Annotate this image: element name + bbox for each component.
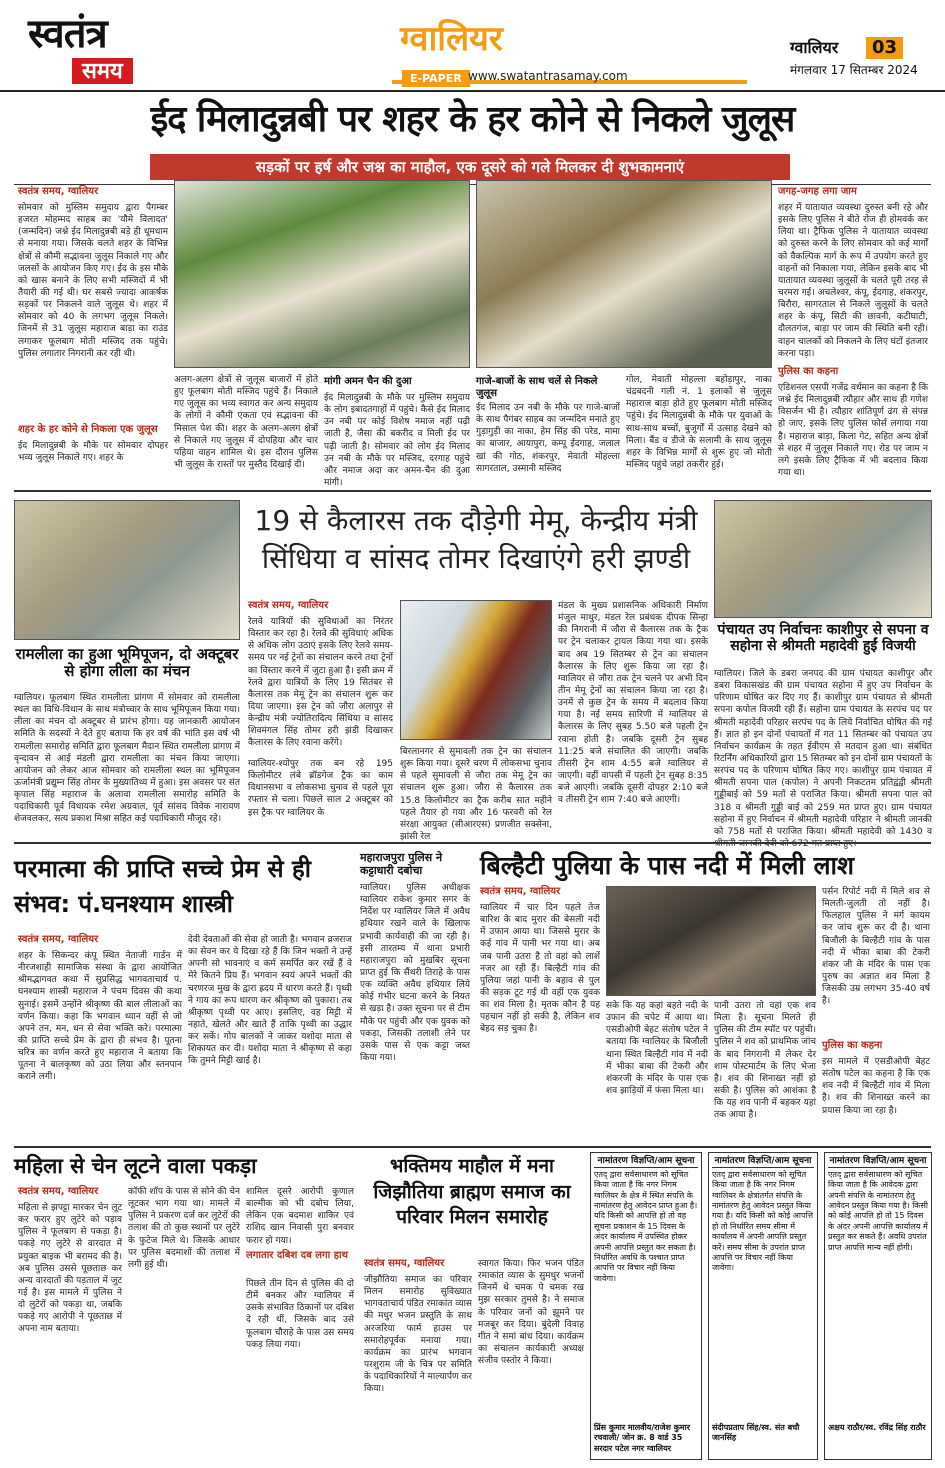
memu-column-1: रेलवे यात्रियों की सुविधाओं का निरंतर विस्तार कर रहा है। रेलवे की सुविधाएं अधिक से अधिक लोग उठाएं इसके लिए रेलवे समय-समय पर नई ट्रेनों का संचालन करने तथा ट्रेनों का विस्तार करने में जुटा हुआ है। इसी क्रम में रेलवे द्वारा यात्रियों के लिए 19 सितंबर से कैलारस तक मेमू ट्रेन का संचालन शुरू कर दिया जाएगा। इस ट्रेन को जौरा अलापुर से केन्द्रीय मंत्री ज्योतिरादित्य सिंधिया व सांसद शिवमंगल सिंह तोमर हरी झंडी दिखाकर कैलारस के लिए रवाना करेंगे।: [248, 617, 393, 749]
notice-footer: संदीपप्रताप सिंह/स्व. संत बचौ जानसिंह: [712, 1422, 800, 1443]
shastri-column-1: शहर के सिकन्दर कंपू स्थित नेताजी गार्डन में नीरजशाही सामाजिक संस्था के द्वारा आयोजित श्रीमद्भागवत कथा में सुप्रसिद्ध भागवताचार्य पं. घनश्याम शास्त्री महाराज ने पंचम दिवस की कथा सुनाई। इसमें उन्होंने श्रीकृष्ण की बाल लीलाओं का वर्णन किया। कहा कि भगवान ध्यान वहीं से जो अपने तन, मन, धन से सेवा भक्ति करे। परमात्मा की प्राप्ति सच्चे प्रेम के द्वारा ही संभव है। पूतना चरित्र का वर्णन करते हुए महाराज ने बताया कि पूतना ने बालकृष्ण को उठा लिया और स्तनपान कराने लगी।: [18, 951, 182, 1083]
epaper-tag: E-PAPER: [402, 70, 470, 87]
body-subhead: पुलिस का कहना: [822, 1040, 883, 1051]
notice-body: एतद् द्वारा सर्वसाधारण को सूचित किया जाता है कि नगर निगम ग्वालियर के क्षेत्रांतर्गत संपत्ति के नामांतरण हेतु आवेदन प्रस्तुत किया गया है। यदि किसी को कोई आपत्ति हो तो निर्धारित समय सीमा में कार्यालय में अपनी आपत्ति प्रस्तुत करें। समय सीमा के उपरांत प्राप्त आपत्ति पर विचार नहीं किया जावेगा।: [712, 1169, 814, 1273]
page-date: मंगलवार 17 सितम्बर 2024: [790, 63, 918, 77]
lead-column-1b: ईद मिलादुन्नबी के मौके पर सोमवार दोपहर भव्य जुलूस निकाले गए। शहर के: [18, 441, 168, 464]
lead-headline: ईद मिलादुन्नबी पर शहर के हर कोने से निकले जुलूस: [150, 99, 795, 140]
ramlila-photo: [14, 500, 240, 640]
page-city: ग्वालियर: [790, 38, 839, 57]
chain-column-3: शामिल दूसरे आरोपी कुणाल बाल्मीक को भी दबोच लिया, लेकिन एक बदमाश शाकिर एवं राशिद खान निवासी पुरा बनवार फरार हो गया।: [246, 1187, 354, 1246]
body-column-4b: इस मामले में एसडीओपी बेहट संतोष पटेल का कहना है कि एक शव नदी में बिल्हैटी गांव में मिला है। शव की शिनाख्त करने का प्रयास किया जा रहा है।: [822, 1057, 930, 1116]
milan-byline: स्वतंत्र समय, ग्वालियर: [364, 1258, 445, 1269]
body-column-1: ग्वालियर में चार दिन पहले तेज बारिश के बाद मुरार की बेसली नदी में उफान आया था। जिससे मुरार के कई गांव में पानी भर गया था। अब जब पानी उतरा है तो वहां को लाशें नजर आ रही हैं। बिल्हैटी गांव की पुलिया जहां पानी के बहाव से पुल की सड़क टूट गई थी वहीं एक युवक का शव मिला है। मृतक कौन है यह पहचान नहीं हो सकी है, लेकिन शव बेहद सड़ चुका है।: [480, 903, 600, 1035]
panchayat-headline: पंचायत उप निर्वाचनः काशीपुर से सपना व सहोना से श्रीमती महादेवी हुईं विजयी: [717, 622, 929, 655]
lead-side-column: शहर में यातायात व्यवस्था दुरुस्त बनी रहे और इसके लिए पुलिस ने बीते रोज ही होमवर्क कर लिया था। ट्रैफिक पुलिस ने यातायात व्यवस्था को दुरुस्त करने के लिए सोमवार को कई मार्गों को वैकल्पिक मार्ग के रूप में उपयोग करते हुए वाहनों को निकाला गया, लेकिन इसके बाद भी यातायात व्यवस्था जुलूसों के चलते पूरी तरह से चरमरा गई। अचलेश्वर, कंपू, ईदगाह, शंकरपुर, बिरौरा, सागरताल से निकले जुलूसों के चलते शहर के कंपू, सिटी की छावनी, कटीघाटी, दौलतगंज, बाड़ा पर जाम की स्थिति बनी रही। वाहन चालकों को निकलने के लिए घंटों इंतजार करना पड़ा।: [778, 203, 928, 359]
ramlila-headline: रामलीला का हुआ भूमिपूजन, दो अक्टूबर से होगा लीला का मंचन: [15, 645, 239, 681]
lead-inline-subhead: शहर के हर कोने से निकला एक जुलूस: [18, 424, 158, 435]
shastri-byline: स्वतंत्र समय, ग्वालियर: [18, 934, 99, 945]
milan-column-2: स्वागत किया। फिर भजन पंडित रमाकांत व्यास के सुमधुर भजनों जिनमें थे चमक पे चमक रख मुझ सरकार तुमसे है। ने समाज के परिवार जनों को झूमने पर मजबूर कर दिया। बुंदेली विवाह गीत ने समां बांध दिया। कार्यक्रम का संचालन कार्यकारी अध्यक्ष संजीव पस्तोर ने किया।: [478, 1259, 584, 1367]
divider: [14, 490, 931, 492]
lead-side-subhead: जगह-जगह लगा जाम: [778, 186, 857, 197]
lead-photo-procession: [174, 180, 470, 368]
body-column-3: पानी उतरा तो वहां एक शव मिला है। सूचना मिलते ही पुलिस की टीम स्पॉट पर पहुंची। पुलिस ने शव को प्राथमिक जांच के बाद निगरानी में लेकर देर शाम पोस्टमार्टम के लिए भेजा है। शव की शिनाख्त नहीं हो सकी है। पुलिस को आशंका है कि यह शव पानी में बहकर यहां तक आया है।: [714, 1001, 816, 1121]
lead-column-5: गोल, मेवाती मोहल्ला बहोड़ापुर, नाका चंद्रबदनी गली नं. 1 इलाकों से जुलूस महाराज बाड़ा होते हुए फूलबाग मोती मस्जिद पहुंचे। ईद मिलादुन्नबी के मौके पर युवाओं के साथ-साथ बच्चों, बुजुर्गों में उत्साह देखने को मिला। बैंड व डीजे के सलामी के साथ जुलूस शहर के विभिन्न मार्गों से शुरू हुए जो मोती मस्जिद पहुंचे जहां तकरीर हुई।: [626, 375, 772, 470]
page-number: 03: [866, 37, 903, 59]
lead-byline: स्वतंत्र समय, ग्वालियर: [18, 186, 99, 197]
notice-footer: अक्षय राठौर/स्व. रविंद्र सिंह राठौर: [828, 1422, 926, 1432]
body-headline: बिल्हैटी पुलिया के पास नदी में मिली लाश: [480, 851, 855, 880]
memu-column-3: मंडल के मुख्य प्रशासनिक अधिकारी निर्माण मंजुल माथुर, मंडल रेल प्रबंधक दीपक सिन्हा की निगरानी में जौरा से कैलारस तक के ट्रैक पर ट्रेन चलाकर ट्रायल किया गया था। इसके बाद अब 19 सितम्बर से ट्रेन का संचालन कैलारस के लिए शुरू किया जा रहा है। ग्वालियर से जौरा तक ट्रेन चलने पर अभी दिन तीन मेमू ट्रेनों का संचालन किया जा रहा है। उनमें से कुछ ट्रेन के समय में बदलाव किया गया है। नई समय सारिणी में ग्वालियर से कैलारस के लिए सुबह 5.50 बजे पहली ट्रेन रवाना होती है। जबकि दूसरी ट्रेन सुबह 11:25 बजे संचालित की जाएगी। जबकि तीसरी ट्रेन शाम 4:55 बजे ग्वालियर से जाएगी। वहीं वापसी में पहली ट्रेन सुबह 8:35 बजे आएगी। जबकि दूसरी दोपहर 2:10 बजे व तीसरी ट्रेन शाम 7:40 बजे आएगी।: [558, 601, 708, 806]
logo-bottom: समय: [72, 58, 133, 84]
notice-body: एतद् द्वारा सर्वसाधारण को सूचित किया जाता है कि आवेदक द्वारा अपनी संपत्ति के नामांतरण हेतु आवेदन प्रस्तुत किया गया है। किसी को कोई आपत्ति हो तो 15 दिवस के अंदर अपनी आपत्ति कार्यालय में प्रस्तुत कर सकते हैं। अवधि उपरांत प्राप्त आपत्ति मान्य नहीं होगी।: [828, 1169, 928, 1252]
lead-photo-police: [476, 180, 772, 368]
notice-title: नामांतरण विज्ञप्ति/आम सूचना: [594, 1156, 698, 1168]
notice-3: [824, 1152, 932, 1460]
chain-headline: महिला से चेन लूटने वाला पकड़ा: [14, 1154, 257, 1178]
ramlila-body: ग्वालियर। फूलबाग स्थित रामलीला प्रांगण में सोमवार को रामलीला स्थल का विधि-विधान के साथ मंत्रोच्चार के साथ भूमिपूजन किया गया। लीला का मंचन दो अक्टूबर से प्रारंभ होगा। यह जानकारी आयोजन समिति के सदस्यों ने देते हुए बताया कि हर वर्ष की भांति इस वर्ष भी रामलीला समारोह समिति द्वारा फूलबाग मैदान स्थित रामलीला प्रांगण में वृन्दावन से आई मंडली द्वारा रामलीला का मंचन किया जाएगा। आयोजन को लेकर आज सोमवार को रामलीला स्थल का भूमिपूजन ऊर्जामंत्री प्रद्युम्न सिंह तोमर के मुख्यातिथ्य में हुआ। इस अवसर पर संत कृपाल सिंह महाराज के अलावा रामलीला समारोह समिति के पदाधिकारी पूर्व विधायक रमेश अग्रवाल, पूर्व सांसद विवेक नारायण शेजवलकर, सत्य प्रकाश मिश्रा सहित कई पदाधिकारी मौजूद रहे।: [14, 693, 240, 825]
lead-column-4: ईद मिलाद उन नबी के मौके पर गाजे-बाजों के साथ पैगंबर साहब का जन्मदिन मनाते हुए गुड़ागुड़ी का नाका, हेम सिंह की परेड, मामा का बाजार, आयापुरा, कम्पू ईदगाह, जलाल खां की गोठ, शंकरपुर, मेवाती मोहल्ला सागरताल, उस्मानी मस्जिद: [476, 403, 620, 474]
police-headline: महाराजपुरा पुलिस ने कट्टाधारी दबोचा: [360, 851, 443, 877]
chain-column-1: महिला से झपट्टा मारकर चेन लूट कर फरार हुए लुटेरे को पड़ाव पुलिस ने फूलबाग से पकड़ा है। पकड़े गए लुटेरे से वारदात में प्रयुक्त बाइक भी बरामद की है। अब पुलिस उससे पूछताछ कर अन्य वारदातों की पड़ताल में जुट गई है। इस मामले में पुलिस ने दो लुटेरों को पकड़ा था, जबकि पकड़े गए आरोपी ने पूछताछ में अपना नाम बताया।: [18, 1203, 122, 1335]
body-byline: स्वतंत्र समय, ग्वालियर: [480, 886, 561, 897]
lead-subheadline: सड़कों पर हर्ष और जश्न का माहौल, एक दूसरे को गले मिलकर दी शुभकामनाएं: [150, 154, 790, 180]
police-body: ग्वालियर। पुलिस अधीक्षक ग्वालियर राकेश कुमार सगर के निर्देश पर ग्वालियर जिले में अवैध हथियार रखने वाले के खिलाफ प्रभावी कार्यवाही की जा रही है। इसी तारतम्य में थाना प्रभारी महाराजपुरा को मुखबिर सूचना प्राप्त हुई कि सैंथरी तिराहे के पास एक व्यक्ति अवैध हथियार लिये कोई गंभीर घटना करने के नियत से खड़ा है। उक्त सूचना पर से टीम मौके पर पहुंची और एक युवक को पकड़ा, जिसकी तलाशी लेने पर उसके पास से एक कट्टा जब्त किया गया।: [360, 883, 470, 1063]
notice-footer: प्रिंस कुमार मालवीय/राजेश कुमार रचवाली/ जोन क्र. 8 वार्ड 35 सरदार पटेल नगर ग्वालियर: [594, 1422, 691, 1453]
memu-train-photo: [400, 600, 552, 740]
memu-column-1b: ग्वालियर-श्योपुर तक बन रहे 195 किलोमीटर लंबे ब्रॉडगेज ट्रैक का काम विधानसभा व लोकसभा चुनाव से पहले पूरा रफ्तार से चला। पिछले साल 2 अक्टूबर को इस ट्रैक पर ग्वालियर के: [248, 759, 393, 818]
notice-title: नामांतरण विज्ञप्ति/आम सूचना: [712, 1156, 814, 1168]
memu-headline: 19 से कैलारस तक दौड़ेगी मेमू, केन्द्रीय मंत्री सिंधिया व सांसद तोमर दिखाएंगे हरी झण्डी: [254, 504, 698, 575]
chain-byline: स्वतंत्र समय, ग्वालियर: [18, 1186, 99, 1197]
chain-column-2: कॉफी शॉप के पास से सोने की चेन लूटकर भाग गया था। मामले में पुलिस ने प्रकरण दर्ज कर लुटेरों की तलाश की तो कुछ स्थानों पर लुटेरे के फुटेज मिले थे। जिसके आधार पर पुलिस बदमाशों की तलाश में लगी हुई थी।: [128, 1187, 240, 1270]
divider: [14, 1146, 931, 1148]
website-link[interactable]: www.swatantrasamay.com: [468, 69, 628, 83]
body-column-2: सके कि यह कहां बहते नदी के उफान की चपेट में आया था। एसडीओपी बेहट संतोष पटेल ने बताया कि ग्वालियर के बिजौली थाना स्थित बिल्हैटी गांव में नदी में भीका बाबा की टेकरी और शंकरजी के मंदिर के पास एक शव झाड़ियों में फंसा मिला था।: [606, 1001, 708, 1096]
lead-side-column-2: एडिशनल एसपी गजेंद्र वर्धमान का कहना है कि जश्ने ईद मिलादुन्नबी त्यौहार और साथ ही गणेश विसर्जन भी है। त्यौहार शांतिपूर्ण ढंग से संपन्न हो जाए, इसके लिए पुलिस फोर्स लगाया गया है। महाराज बाड़ा, किला गेट, सहित अन्य क्षेत्रों से शहर में जुलूस निकाले गए। रोड पर जाम न लगे इसके लिए ट्रैफिक में भी बदलाव किया गया था।: [778, 383, 928, 478]
memu-column-2: बिरलानगर से सुमावली तक ट्रेन का संचालन शुरू किया गया। दूसरे चरण में लोकसभा चुनाव से पहले सुमावली से जौरा तक मेमू ट्रेन का संचालन शुरू हुआ। जौरा से कैलारस तक 15.8 किलोमीटर का ट्रैक करीब सात महीने पहले तैयार हो गया और 16 फरवरी को रेल संरक्षा आयुक्त (सीआरएस) प्रणजीत सक्सेना, झांसी रेल: [400, 747, 552, 842]
shastri-column-2: देवी देवताओं की सेवा हो जाती है। भगवान व्रजराज का सेवन कर ये दिखा रहे हैं कि जिन भक्तों ने उन्हें अपनी सो भावनाएं व कर्म समर्पित कर रखें हैं वे मेरे कितने प्रिय हैं। भगवान स्वयं अपने भक्तों की चरणरज मुख के द्वारा ह्रदय में धारण करते हैं। पृथ्वी ने गाय का रूप धारण कर श्रीकृष्ण को पुकारा। तब श्रीकृष्ण पृथ्वी पर आए। इसलिए, वह मिट्टी में नहाते, खेलते और खाते हैं ताकि पृथ्वी का उद्धार कर सकें। गोप बालकों ने जाकर यशोदा माता से शिकायत कर दी। यशोदा माता ने श्रीकृष्ण से कहा कि तुमने मिट्टी खाई है।: [188, 935, 352, 1067]
divider: [14, 184, 931, 185]
lead-column-3: ईद मिलादुन्नबी के मौके पर मुस्लिम समुदाय के लोग इबादतगाहों में पहुंचे। कैसे ईद मिलाद उन नबी पर कोई विशेष नमाज नहीं पढ़ी जाती है, जैसा की बकरीद व मिली ईद पर पढ़ी जाती है। सोमवार को लोग ईद मिलाद उन नबी के मौके पर मस्जिद, दरगाह पहुंचे और नमाज अदा कर अमन-चैन की दुआ मांगी।: [324, 393, 470, 488]
body-column-4: पर्सन रिपोर्ट नदी में मिले शव से मिलती-जुलती तो नहीं है। फिलहाल पुलिस ने मर्ग कायम कर जांच शुरू कर दी है। थाना बिजौली के बिल्हैटी गांव के पास नदी में भीका बाबा की टेकरी शंकर जी के मंदिर के पास एक पुरुष का अज्ञात शव मिला है जिसकी उम्र लगभग 35-40 वर्ष है।: [822, 887, 930, 1007]
milan-column-1: जीझौतिया समाज का परिवार मिलन समारोह सुविख्यात भागवताचार्य पंडित रमाकांत व्यास की मधुर भजन प्रस्तुति के साथ अरजरिया फार्म हाउस पर समारोहपूर्वक मनाया गया। कार्यक्रम का प्रारंभ भगवान परशुराम जी के चित्र पर समिति के पदाधिकारियों ने माल्यार्पण कर किया।: [364, 1275, 472, 1395]
lead-column-1: सोमवार को मुस्लिम समुदाय द्वारा पैगम्बर हजरत मोहम्मद साहब का 'यौमे विलादत' (जन्मदिन) जश्ने ईद मिलादुन्नबी बड़े ही धूमधाम से मनाया गया। जिसके चलते शहर के विभिन्न क्षेत्रों से कौमी सद्भावना जुलूस निकाले गए और जलसों के आयोजन किए गए। ईद के इस मौके को खास बनाने के लिए सभी मस्जिदों में भी तैयारी की गई थी। घर सबसे ज्यादा आकर्षक सड़कों पर निकलने वाले जुलूस थे। शहर में सोमवार को 40 के लगभग जुलूस निकले। जिनमें से 31 जुलूस महाराज बाड़ा का राउंड लगाकर फूलबाग मोती मस्जिद तक पहुंचे। पुलिस लगातार निगरानी कर रही थी।: [18, 203, 168, 359]
lead-side-subhead-2: पुलिस का कहना: [778, 366, 839, 377]
logo-top: स्वतंत्र: [28, 10, 107, 57]
notice-2: [708, 1152, 818, 1460]
chain-subhead: लगातार दबिश दब लगा हाथ: [246, 1250, 349, 1261]
milan-headline: भक्तिमय माहौल में मना जिझौतिया ब्राह्मण समाज का परिवार मिलन समारोह: [373, 1155, 571, 1229]
panchayat-photo: [714, 500, 932, 618]
chain-column-3b: पिछले तीन दिन से पुलिस की दो टीमें बनकर और ग्वालियर में उसके संभावित ठिकानों पर दबिश दे रही थीं, जिसके बाद उसे फूलबाग चौराहे के पास उस समय पकड़ लिया गया।: [246, 1279, 354, 1350]
lead-caption-dua: मांगी अमन चैन की दुआ: [324, 376, 412, 387]
divider: [14, 842, 931, 844]
body-photo: [606, 886, 816, 996]
lead-caption-procession: गाजे-बाजों के साथ चलें से निकले जुलूस: [476, 376, 598, 399]
notice-body: एतद् द्वारा सर्वसाधारण को सूचित किया जाता है कि नगर निगम ग्वालियर के क्षेत्र में स्थित संपत्ति के नामांतरण हेतु आवेदन प्राप्त हुआ है। यदि किसी को आपत्ति हो तो वह सूचना प्रकाशन के 15 दिवस के अंदर कार्यालय में उपस्थित होकर अपनी आपत्ति प्रस्तुत कर सकता है। निर्धारित अवधि के पश्चात प्राप्त आपत्ति पर विचार नहीं किया जावेगा।: [594, 1169, 698, 1283]
panchayat-body: ग्वालियर। जिले के डबरा जनपद की ग्राम पंचायत काशीपुर और डबरा विकासखंड की ग्राम पंचायत सहोना में हुए उप निर्वाचन के परिणाम घोषित कर दिए गए हैं। काशीपुर ग्राम पंचायत से श्रीमती सपना कपोल विजयी रही हैं। सहोना ग्राम पंचायत के सरपंच पद पर श्रीमती महादेवी परिहार सरपंच पद के लिये निर्वाचित घोषित की गई हैं। ज्ञात हो इन दोनों पंचायतों में गत 11 सितम्बर को पंचायत उप निर्वाचन कार्यक्रम के तहत ईवीएम से मतदान हुआ था। संबंधित रिटर्निंग अधिकारियों द्वारा 15 सितम्बर को इन दोनों ग्राम पंचायतों के सरपंच पद के परिणाम घोषित किए गए। काशीपुर ग्राम पंचायत में श्रीमती सपना पाल (कपोल) ने अपनी निकटतम प्रतिद्वंद्वी श्रीमती गुड्डीबाई को 59 मतों से पराजित किया। श्रीमती सपना पाल को 318 व श्रीमती गुड्डी बाई को 259 मत प्राप्त हुए। ग्राम पंचायत सहोना में हुए निर्वाचन में श्रीमती महादेवी परिहार ने श्रीमती जानकी को 758 मतों से पराजित किया। श्रीमती महादेवी को 1430 व: [714, 669, 932, 837]
shastri-headline: परमात्मा की प्राप्ति सच्चे प्रेम से ही संभव: पं.घनश्याम शास्त्री: [14, 855, 311, 918]
lead-column-2: अलग-अलग क्षेत्रों से जुलूस बाजारों में होते हुए फूलबाग मोती मस्जिद पहुंचे हैं। निकाले गए जुलूस का भव्य स्वागत कर अन्य समुदाय के लोगों ने कौमी एकता एवं सद्भावना की मिसाल पेश की। शहर के अलग-अलग क्षेत्रों से निकाले गए जुलूस में दोपहिया और चार पहिया वाहन शामिल थे। इस दौरान पुलिस भी जुलूस के रास्तों पर मुस्तैद दिखाई दी।: [174, 375, 318, 470]
notice-title: नामांतरण विज्ञप्ति/आम सूचना: [829, 1156, 927, 1166]
edition-title: ग्वालियर: [400, 19, 503, 59]
notice-1: [590, 1152, 702, 1460]
memu-byline: स्वतंत्र समय, ग्वालियर: [248, 600, 329, 611]
